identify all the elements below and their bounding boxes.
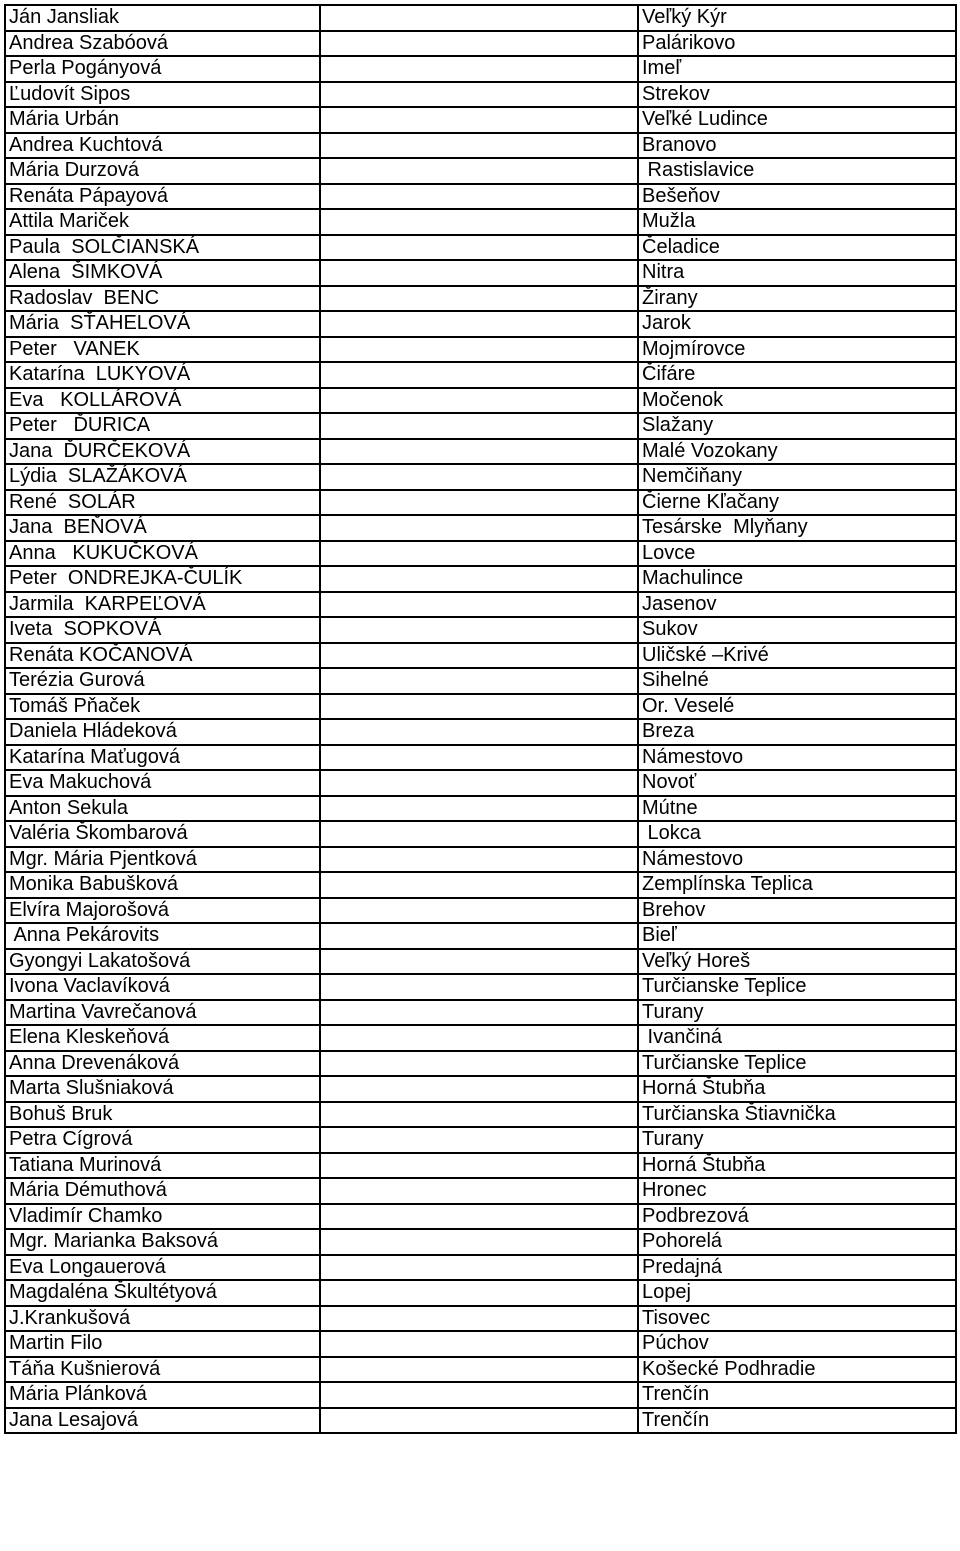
location-cell: Bešeňov xyxy=(638,184,956,210)
location-cell: Uličské –Krivé xyxy=(638,643,956,669)
empty-cell xyxy=(320,490,638,516)
table-row xyxy=(5,1127,956,1153)
table-row xyxy=(5,337,956,363)
table-row xyxy=(5,209,956,235)
name-cell: Andrea Szabóová xyxy=(5,31,320,57)
name-cell: Mária Démuthová xyxy=(5,1178,320,1204)
empty-cell xyxy=(320,260,638,286)
location-cell: Machulince xyxy=(638,566,956,592)
empty-cell xyxy=(320,719,638,745)
name-cell: Vladimír Chamko xyxy=(5,1204,320,1230)
empty-cell xyxy=(320,1306,638,1332)
table-row xyxy=(5,770,956,796)
location-cell: Turany xyxy=(638,1000,956,1026)
table-row xyxy=(5,158,956,184)
table-row xyxy=(5,1357,956,1383)
empty-cell xyxy=(320,566,638,592)
empty-cell xyxy=(320,133,638,159)
table-row xyxy=(5,490,956,516)
location-cell: Turany xyxy=(638,1127,956,1153)
empty-cell xyxy=(320,872,638,898)
empty-cell xyxy=(320,515,638,541)
table-row xyxy=(5,5,956,31)
table-row xyxy=(5,1229,956,1255)
location-cell: Predajná xyxy=(638,1255,956,1281)
name-cell: Petra Cígrová xyxy=(5,1127,320,1153)
name-cell: Ján Jansliak xyxy=(5,5,320,31)
table-row xyxy=(5,643,956,669)
location-cell: Mužla xyxy=(638,209,956,235)
table-row xyxy=(5,1153,956,1179)
location-cell: Jasenov xyxy=(638,592,956,618)
table-row xyxy=(5,668,956,694)
location-cell: Čifáre xyxy=(638,362,956,388)
table-row xyxy=(5,388,956,414)
empty-cell xyxy=(320,770,638,796)
empty-cell xyxy=(320,1025,638,1051)
name-cell: Anna KUKUČKOVÁ xyxy=(5,541,320,567)
name-cell: J.Krankušová xyxy=(5,1306,320,1332)
name-cell: Mária Durzová xyxy=(5,158,320,184)
name-cell: Anna Pekárovits xyxy=(5,923,320,949)
table-row xyxy=(5,541,956,567)
empty-cell xyxy=(320,541,638,567)
location-cell: Or. Veselé xyxy=(638,694,956,720)
empty-cell xyxy=(320,1357,638,1383)
location-cell: Turčianske Teplice xyxy=(638,974,956,1000)
table-row xyxy=(5,872,956,898)
table-row xyxy=(5,260,956,286)
location-cell: Mojmírovce xyxy=(638,337,956,363)
name-cell: Jarmila KARPEĽOVÁ xyxy=(5,592,320,618)
location-cell: Veľký Horeš xyxy=(638,949,956,975)
empty-cell xyxy=(320,1331,638,1357)
table-row xyxy=(5,694,956,720)
name-cell: Andrea Kuchtová xyxy=(5,133,320,159)
table-row xyxy=(5,974,956,1000)
name-cell: Tatiana Murinová xyxy=(5,1153,320,1179)
empty-cell xyxy=(320,1127,638,1153)
location-cell: Slažany xyxy=(638,413,956,439)
table-row xyxy=(5,1280,956,1306)
table-row xyxy=(5,1000,956,1026)
location-cell: Námestovo xyxy=(638,847,956,873)
empty-cell xyxy=(320,1229,638,1255)
name-cell: Mgr. Marianka Baksová xyxy=(5,1229,320,1255)
location-cell: Brehov xyxy=(638,898,956,924)
name-cell: Monika Babušková xyxy=(5,872,320,898)
name-cell: Valéria Škombarová xyxy=(5,821,320,847)
empty-cell xyxy=(320,107,638,133)
table-row xyxy=(5,1408,956,1434)
name-cell: Eva KOLLÁROVÁ xyxy=(5,388,320,414)
empty-cell xyxy=(320,1280,638,1306)
table-row xyxy=(5,1076,956,1102)
location-cell: Imeľ xyxy=(638,56,956,82)
name-cell: Anna Drevenáková xyxy=(5,1051,320,1077)
empty-cell xyxy=(320,796,638,822)
location-cell: Palárikovo xyxy=(638,31,956,57)
table-row xyxy=(5,286,956,312)
empty-cell xyxy=(320,847,638,873)
table-row xyxy=(5,821,956,847)
location-cell: Košecké Podhradie xyxy=(638,1357,956,1383)
table-row xyxy=(5,719,956,745)
table-row xyxy=(5,56,956,82)
table-row xyxy=(5,82,956,108)
table-row xyxy=(5,1051,956,1077)
empty-cell xyxy=(320,1255,638,1281)
empty-cell xyxy=(320,1204,638,1230)
table-row xyxy=(5,1382,956,1408)
name-cell: Martin Filo xyxy=(5,1331,320,1357)
table-row xyxy=(5,1204,956,1230)
empty-cell xyxy=(320,592,638,618)
table-row xyxy=(5,464,956,490)
empty-cell xyxy=(320,286,638,312)
name-cell: René SOLÁR xyxy=(5,490,320,516)
name-cell: Anton Sekula xyxy=(5,796,320,822)
empty-cell xyxy=(320,1000,638,1026)
location-cell: Trenčín xyxy=(638,1382,956,1408)
name-cell: Elena Kleskeňová xyxy=(5,1025,320,1051)
table-row xyxy=(5,362,956,388)
name-cell: Mária SŤAHELOVÁ xyxy=(5,311,320,337)
name-cell: Alena ŠIMKOVÁ xyxy=(5,260,320,286)
location-cell: Ivančiná xyxy=(638,1025,956,1051)
location-cell: Nitra xyxy=(638,260,956,286)
location-cell: Sihelné xyxy=(638,668,956,694)
name-cell: Magdaléna Škultétyová xyxy=(5,1280,320,1306)
location-cell: Nemčiňany xyxy=(638,464,956,490)
location-cell: Námestovo xyxy=(638,745,956,771)
empty-cell xyxy=(320,31,638,57)
location-cell: Tisovec xyxy=(638,1306,956,1332)
location-cell: Breza xyxy=(638,719,956,745)
location-cell: Čeladice xyxy=(638,235,956,261)
empty-cell xyxy=(320,1408,638,1434)
empty-cell xyxy=(320,5,638,31)
table-row xyxy=(5,898,956,924)
name-cell: Daniela Hládeková xyxy=(5,719,320,745)
empty-cell xyxy=(320,362,638,388)
table-row xyxy=(5,796,956,822)
location-cell: Čierne Kľačany xyxy=(638,490,956,516)
name-cell: Ivona Vaclavíková xyxy=(5,974,320,1000)
location-cell: Podbrezová xyxy=(638,1204,956,1230)
location-cell: Veľké Ludince xyxy=(638,107,956,133)
location-cell: Močenok xyxy=(638,388,956,414)
location-cell: Lovce xyxy=(638,541,956,567)
table-row xyxy=(5,1178,956,1204)
empty-cell xyxy=(320,745,638,771)
location-cell: Mútne xyxy=(638,796,956,822)
location-cell: Žirany xyxy=(638,286,956,312)
location-cell: Sukov xyxy=(638,617,956,643)
name-cell: Peter ONDREJKA-ČULÍK xyxy=(5,566,320,592)
name-cell: Attila Mariček xyxy=(5,209,320,235)
empty-cell xyxy=(320,694,638,720)
location-cell: Tesárske Mlyňany xyxy=(638,515,956,541)
table-row xyxy=(5,592,956,618)
table-row xyxy=(5,107,956,133)
empty-cell xyxy=(320,821,638,847)
empty-cell xyxy=(320,1178,638,1204)
empty-cell xyxy=(320,1382,638,1408)
name-cell: Elvíra Majorošová xyxy=(5,898,320,924)
name-cell: Radoslav BENC xyxy=(5,286,320,312)
empty-cell xyxy=(320,439,638,465)
name-cell: Ľudovít Sipos xyxy=(5,82,320,108)
empty-cell xyxy=(320,1153,638,1179)
table-row xyxy=(5,311,956,337)
table-row xyxy=(5,949,956,975)
location-cell: Turčianske Teplice xyxy=(638,1051,956,1077)
table-row xyxy=(5,566,956,592)
location-cell: Strekov xyxy=(638,82,956,108)
table-row xyxy=(5,1306,956,1332)
name-cell: Mária Urbán xyxy=(5,107,320,133)
table-row xyxy=(5,184,956,210)
empty-cell xyxy=(320,1076,638,1102)
empty-cell xyxy=(320,311,638,337)
table-row xyxy=(5,235,956,261)
name-cell: Jana Lesajová xyxy=(5,1408,320,1434)
location-cell: Malé Vozokany xyxy=(638,439,956,465)
table-row xyxy=(5,617,956,643)
empty-cell xyxy=(320,184,638,210)
table-row xyxy=(5,515,956,541)
table-row xyxy=(5,133,956,159)
empty-cell xyxy=(320,235,638,261)
location-cell: Trenčín xyxy=(638,1408,956,1434)
name-cell: Mária Plánková xyxy=(5,1382,320,1408)
empty-cell xyxy=(320,82,638,108)
location-cell: Hronec xyxy=(638,1178,956,1204)
name-cell: Marta Slušniaková xyxy=(5,1076,320,1102)
table-body xyxy=(5,5,956,1433)
table-row xyxy=(5,745,956,771)
name-cell: Eva Longauerová xyxy=(5,1255,320,1281)
name-cell: Renáta KOČANOVÁ xyxy=(5,643,320,669)
location-cell: Horná Štubňa xyxy=(638,1076,956,1102)
name-location-table xyxy=(4,4,957,1434)
location-cell: Lopej xyxy=(638,1280,956,1306)
location-cell: Novoť xyxy=(638,770,956,796)
location-cell: Zemplínska Teplica xyxy=(638,872,956,898)
table-row xyxy=(5,923,956,949)
name-cell: Katarína LUKYOVÁ xyxy=(5,362,320,388)
name-cell: Gyongyi Lakatošová xyxy=(5,949,320,975)
location-cell: Horná Štubňa xyxy=(638,1153,956,1179)
name-cell: Peter ĎURICA xyxy=(5,413,320,439)
empty-cell xyxy=(320,643,638,669)
table-row xyxy=(5,1025,956,1051)
name-cell: Katarína Maťugová xyxy=(5,745,320,771)
location-cell: Branovo xyxy=(638,133,956,159)
empty-cell xyxy=(320,388,638,414)
name-cell: Jana ĎURČEKOVÁ xyxy=(5,439,320,465)
name-cell: Táňa Kušnierová xyxy=(5,1357,320,1383)
name-cell: Renáta Pápayová xyxy=(5,184,320,210)
name-cell: Terézia Gurová xyxy=(5,668,320,694)
table-row xyxy=(5,413,956,439)
location-cell: Jarok xyxy=(638,311,956,337)
table-row xyxy=(5,847,956,873)
location-cell: Lokca xyxy=(638,821,956,847)
empty-cell xyxy=(320,617,638,643)
empty-cell xyxy=(320,923,638,949)
name-cell: Iveta SOPKOVÁ xyxy=(5,617,320,643)
name-cell: Eva Makuchová xyxy=(5,770,320,796)
name-cell: Paula SOLČIANSKÁ xyxy=(5,235,320,261)
name-cell: Mgr. Mária Pjentková xyxy=(5,847,320,873)
table-row xyxy=(5,31,956,57)
location-cell: Rastislavice xyxy=(638,158,956,184)
empty-cell xyxy=(320,974,638,1000)
empty-cell xyxy=(320,464,638,490)
name-cell: Perla Pogányová xyxy=(5,56,320,82)
name-cell: Jana BEŇOVÁ xyxy=(5,515,320,541)
empty-cell xyxy=(320,413,638,439)
table-row xyxy=(5,1102,956,1128)
name-cell: Bohuš Bruk xyxy=(5,1102,320,1128)
location-cell: Pohorelá xyxy=(638,1229,956,1255)
location-cell: Bieľ xyxy=(638,923,956,949)
empty-cell xyxy=(320,949,638,975)
empty-cell xyxy=(320,56,638,82)
name-cell: Peter VANEK xyxy=(5,337,320,363)
empty-cell xyxy=(320,209,638,235)
empty-cell xyxy=(320,898,638,924)
location-cell: Veľký Kýr xyxy=(638,5,956,31)
table-row xyxy=(5,1255,956,1281)
empty-cell xyxy=(320,158,638,184)
empty-cell xyxy=(320,1051,638,1077)
location-cell: Turčianska Štiavnička xyxy=(638,1102,956,1128)
table-row xyxy=(5,1331,956,1357)
name-cell: Tomáš Pňaček xyxy=(5,694,320,720)
empty-cell xyxy=(320,337,638,363)
name-cell: Lýdia SLAŽÁKOVÁ xyxy=(5,464,320,490)
name-cell: Martina Vavrečanová xyxy=(5,1000,320,1026)
table-row xyxy=(5,439,956,465)
location-cell: Púchov xyxy=(638,1331,956,1357)
empty-cell xyxy=(320,668,638,694)
empty-cell xyxy=(320,1102,638,1128)
